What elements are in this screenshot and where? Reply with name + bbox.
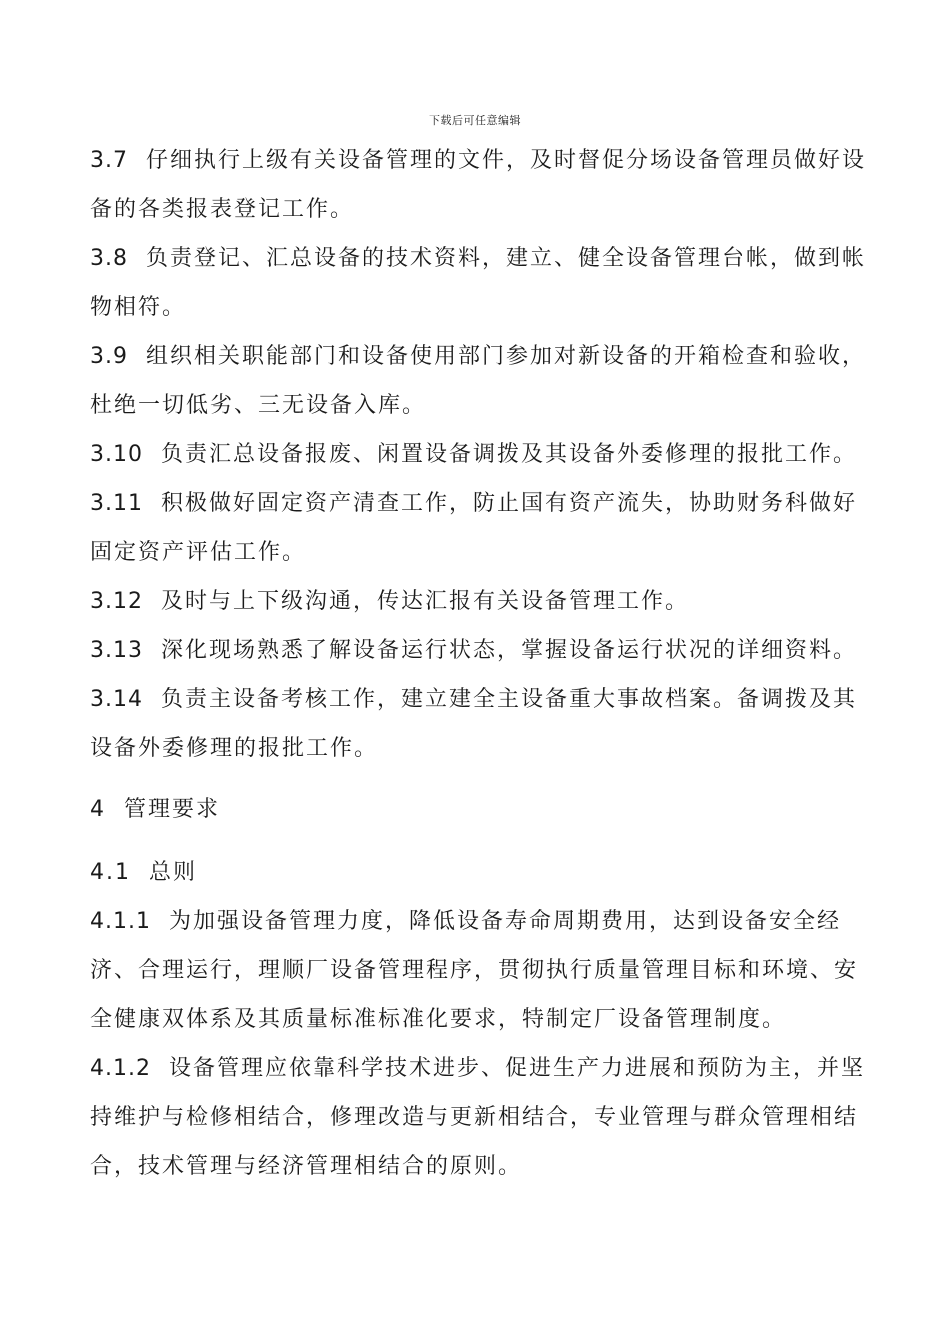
- clause-3-11: [90, 479, 880, 577]
- clause-number: 3.11: [90, 491, 143, 516]
- clause-3-8: [90, 234, 880, 332]
- clause-3-13: [90, 626, 880, 675]
- section-heading-4-1: [90, 848, 880, 897]
- clause-text: 组织相关职能部门和设备使用部门参加对新设备的开箱检查和验收，杜绝一切低劣、三无设备入库。: [90, 344, 867, 418]
- clause-text: 负责汇总设备报废、闲置设备调拨及其设备外委修理的报批工作。: [160, 442, 857, 467]
- section-title: 管理要求: [124, 797, 221, 822]
- document-body: [90, 136, 880, 1191]
- clause-number: 3.10: [90, 442, 143, 467]
- spacer: [90, 834, 880, 848]
- clause-3-10: [90, 430, 880, 479]
- clause-number: 3.12: [90, 589, 143, 614]
- clause-text: 为加强设备管理力度，降低设备寿命周期费用，达到设备安全经济、合理运行，理顺厂设备管理程序，贯彻执行质量管理目标和环境、安全健康双体系及其质量标准标准化要求，特制定厂设备管理制度。: [90, 909, 859, 1032]
- section-heading-4: [90, 785, 880, 834]
- clause-4-1-2: [90, 1044, 880, 1191]
- clause-number: 3.13: [90, 638, 143, 663]
- clause-number: 4.1.1: [90, 909, 151, 934]
- spacer: [90, 773, 880, 785]
- clause-3-12: [90, 577, 880, 626]
- clause-text: 积极做好固定资产清查工作，防止国有资产流失，协助财务科做好固定资产评估工作。: [90, 491, 857, 565]
- clause-text: 负责登记、汇总设备的技术资料，建立、健全设备管理台帐，做到帐物相符。: [90, 246, 867, 320]
- clause-text: 设备管理应依靠科学技术进步、促进生产力进展和预防为主，并坚持维护与检修相结合，修理改造与更新相结合，专业管理与群众管理相结合，技术管理与经济管理相结合的原则。: [90, 1056, 865, 1179]
- section-title: 总则: [149, 860, 198, 885]
- clause-number: 3.14: [90, 687, 143, 712]
- clause-number: 3.7: [90, 148, 128, 173]
- clause-number: 4.1.2: [90, 1056, 151, 1081]
- clause-text: 深化现场熟悉了解设备运行状态，掌握设备运行状况的详细资料。: [160, 638, 857, 663]
- clause-text: 及时与上下级沟通，传达汇报有关设备管理工作。: [160, 589, 689, 614]
- header-note: 下载后可任意编辑: [429, 114, 521, 127]
- clause-4-1-1: [90, 897, 880, 1044]
- clause-number: 3.8: [90, 246, 128, 271]
- clause-3-14: [90, 675, 880, 773]
- clause-text: 负责主设备考核工作，建立建全主设备重大事故档案。备调拨及其设备外委修理的报批工作。: [90, 687, 857, 761]
- clause-3-7: [90, 136, 880, 234]
- section-number: 4.1: [90, 860, 131, 885]
- clause-3-9: [90, 332, 880, 430]
- clause-text: 仔细执行上级有关设备管理的文件，及时督促分场设备管理员做好设备的各类报表登记工作。: [90, 148, 867, 222]
- section-number: 4: [90, 797, 106, 822]
- clause-number: 3.9: [90, 344, 128, 369]
